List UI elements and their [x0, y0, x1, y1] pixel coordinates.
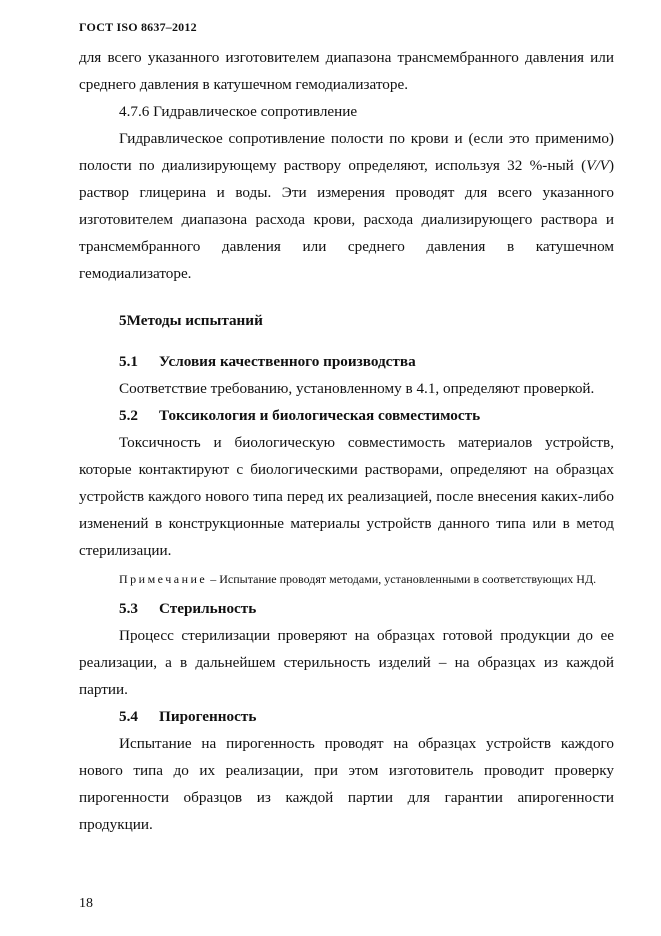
section-number: 5.1: [119, 353, 138, 370]
section-heading-5-4: [79, 703, 614, 730]
section-heading-5-2: [79, 402, 614, 429]
note-label: Примечание: [119, 572, 208, 586]
section-number: 5.4: [119, 708, 138, 725]
section-title: Стерильность: [159, 600, 257, 617]
section-heading-5-3: [79, 595, 614, 622]
page-header: ГОСТ ISO 8637–2012: [79, 20, 197, 34]
section-title: Токсикология и биологическая совместимость: [159, 407, 481, 424]
page-content: [79, 44, 614, 838]
subsection-heading-4-7-6: 4.7.6 Гидравлическое сопротивление: [119, 103, 358, 120]
paragraph-5-3: Процесс стерилизации проверяют на образцах готовой продукции до ее реализации, а в дальнейшем стерильность изделий – на образцах из каждой партии.: [79, 627, 614, 698]
paragraph-hydraulic-resistance: [79, 125, 614, 287]
paragraph-continuation: для всего указанного изготовителем диапазона трансмембранного давления или среднего давления в катушечном гемодиализаторе.: [79, 49, 614, 93]
note: [79, 568, 614, 591]
note-text: Испытание проводят методами, установленными в соответствующих НД.: [219, 572, 597, 586]
paragraph-5-1: Соответствие требованию, установленному в 4.1, определяют проверкой.: [119, 380, 595, 397]
section-number: 5: [119, 312, 127, 329]
section-heading-5-1: [79, 348, 614, 375]
section-title: Условия качественного производства: [159, 353, 416, 370]
text-part: Гидравлическое сопротивление полости по крови и (если это применимо) полости по диализирующему раствору определяют, используя 32 %-ный (: [79, 130, 614, 174]
section-heading-5: [79, 307, 614, 334]
section-number: 5.3: [119, 600, 138, 617]
page-number: 18: [79, 896, 93, 911]
paragraph-5-4: Испытание на пирогенность проводят на образцах устройств каждого нового типа до их реализации, при этом изготовитель проводит проверку пирогенности образцов из каждой партии для гарантии апирогенности продукции.: [79, 735, 614, 833]
note-dash: –: [207, 572, 220, 586]
section-number: 5.2: [119, 407, 138, 424]
paragraph-5-2: Токсичность и биологическую совместимость материалов устройств, которые контактируют с биологическими растворами, определяют на образцах устройств каждого нового типа перед их реализацией, после внесения каких-либо изменений в конструкционные материалы устройств данного типа или в метод стерилизации.: [79, 434, 614, 559]
section-title: Методы испытаний: [126, 312, 263, 329]
section-title: Пирогенность: [159, 708, 257, 725]
text-italic-vv: V/V: [586, 157, 609, 174]
text-part: ) раствор глицерина и воды. Эти измерения проводят для всего указанного изготовителем диапазона расхода крови, расхода диализирующего раствора и трансмембранного давления или среднего давления в катушечном гемодиализаторе.: [79, 157, 614, 282]
